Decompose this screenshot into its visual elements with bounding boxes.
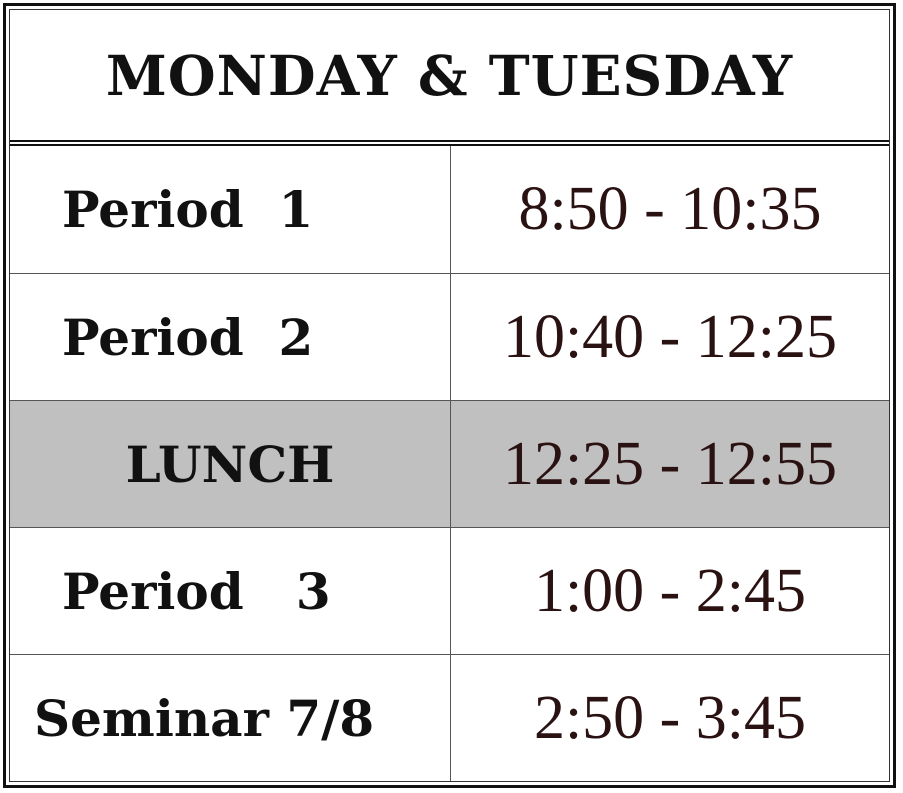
row-label: Period 1	[10, 146, 451, 273]
row-label: LUNCH	[10, 401, 451, 527]
row-time: 8:50 - 10:35	[518, 175, 822, 243]
schedule-row-period-2	[10, 273, 889, 400]
schedule-table	[9, 9, 890, 782]
schedule-row-period-3	[10, 527, 889, 654]
schedule-row-lunch	[10, 400, 889, 527]
row-time: 2:50 - 3:45	[533, 683, 807, 752]
row-label: Period 2	[10, 274, 451, 400]
schedule-row-period-1	[10, 146, 889, 273]
schedule-frame	[3, 3, 896, 788]
schedule-row-seminar	[10, 654, 889, 781]
row-time: 10:40 - 12:25	[502, 302, 838, 371]
row-label: Period 3	[10, 528, 451, 654]
schedule-title: MONDAY & TUESDAY	[105, 42, 794, 108]
row-time: 12:25 - 12:55	[502, 429, 838, 498]
schedule-grid	[10, 146, 889, 781]
row-time: 1:00 - 2:45	[533, 556, 807, 625]
row-label: Seminar 7/8	[10, 655, 451, 781]
